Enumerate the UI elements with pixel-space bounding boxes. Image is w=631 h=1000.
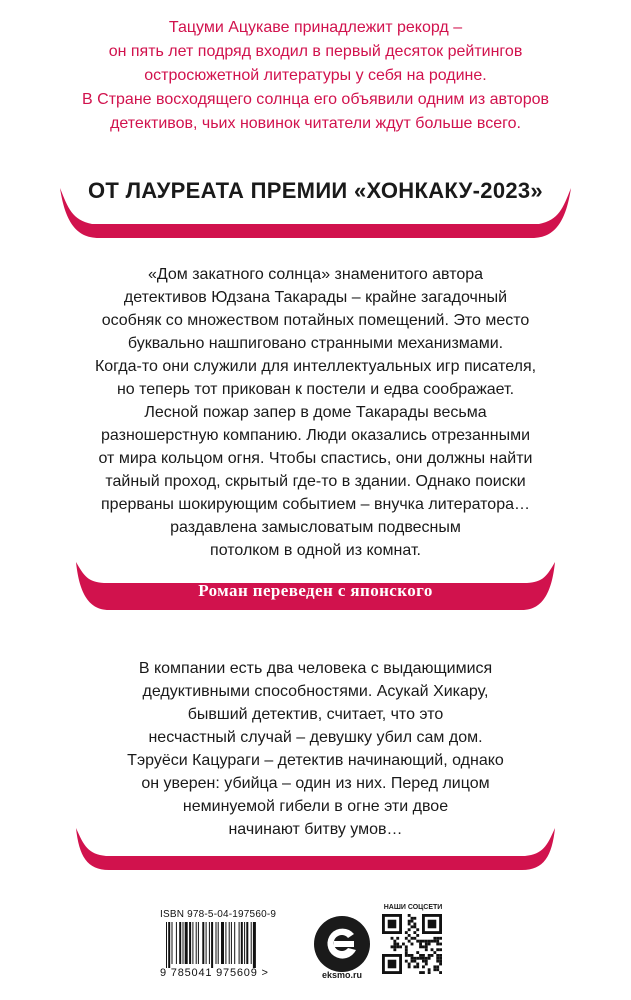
barcode [160, 922, 300, 968]
synopsis-line: детективов Юдзана Такарады – крайне загадочный [123, 289, 508, 306]
barcode-bar [209, 922, 210, 964]
qr-module [428, 957, 431, 960]
barcode-bar [253, 922, 256, 968]
qr-module [388, 960, 397, 969]
qr-module [439, 943, 442, 946]
qr-module [408, 963, 411, 966]
award-frame [0, 186, 631, 246]
barcode-bar [229, 922, 230, 964]
publisher-url[interactable]: eksmo.ru [321, 970, 363, 980]
synopsis-line: раздавлена замысловатым подвесным [170, 519, 461, 536]
qr-module [413, 917, 416, 920]
synopsis-line: прерваны шокирующим событием – внучка литератора… [101, 496, 530, 513]
qr-module [413, 965, 416, 968]
synopsis-line: особняк со множеством потайных помещений. Это место [101, 312, 530, 329]
barcode-bar [179, 922, 181, 964]
qr-module [405, 960, 408, 963]
qr-module [411, 957, 414, 960]
qr-module [416, 928, 419, 931]
qr-module [436, 968, 439, 971]
qr-module [405, 937, 408, 940]
qr-module [419, 945, 422, 948]
intro-line: остросюжетной литературы у себя на родине. [144, 67, 487, 84]
qr-module [431, 948, 434, 951]
qr-module [416, 940, 419, 943]
qr-module [416, 951, 419, 954]
qr-module [433, 965, 436, 968]
qr-module [408, 940, 411, 943]
social-label: НАШИ СОЦСЕТИ [383, 904, 443, 911]
qr-module [436, 943, 439, 946]
synopsis-line: разношерстную компанию. Люди оказались отрезанными [100, 427, 531, 444]
qr-module [413, 960, 416, 963]
qr-module [439, 937, 442, 940]
qr-module [436, 948, 439, 951]
qr-module [402, 943, 405, 946]
qr-module [416, 957, 419, 960]
qr-module [411, 954, 414, 957]
barcode-bar [225, 922, 226, 964]
qr-module [408, 923, 411, 926]
qr-module [422, 965, 425, 968]
teaser-line: он уверен: убийца – один из них. Перед лицом [141, 775, 490, 792]
qr-module [425, 957, 428, 960]
qr-module [411, 917, 414, 920]
eksmo-logo-icon [310, 912, 374, 976]
barcode-bar [239, 922, 240, 964]
qr-code-icon[interactable] [382, 914, 442, 974]
qr-module [393, 948, 396, 951]
qr-module [431, 954, 434, 957]
barcode-bar [185, 922, 188, 964]
barcode-bar [218, 922, 219, 964]
qr-module [431, 940, 434, 943]
barcode-bar [176, 922, 177, 964]
barcode-bar [221, 922, 224, 964]
barcode-bar [231, 922, 232, 964]
synopsis-line: потолком в одной из комнат. [210, 542, 421, 559]
qr-module [416, 963, 419, 966]
qr-module [413, 925, 416, 928]
barcode-bar [251, 922, 252, 964]
barcode-bar [168, 922, 170, 968]
qr-module [388, 920, 397, 929]
qr-module [408, 934, 411, 937]
barcode-bar [246, 922, 248, 964]
qr-module [422, 954, 425, 957]
barcode-bar [202, 922, 204, 964]
qr-module [419, 943, 422, 946]
qr-module [405, 931, 408, 934]
qr-module [425, 948, 428, 951]
synopsis-line: от мира кольцом огня. Чтобы спастись, они должны найти [98, 450, 533, 467]
qr-module [433, 940, 436, 943]
qr-module [439, 963, 442, 966]
qr-module [405, 945, 408, 948]
barcode-bar [244, 922, 245, 964]
qr-module [422, 957, 425, 960]
synopsis-line: буквально нашпиговано странными механизмами. [127, 335, 504, 352]
synopsis-line: «Дом закатного солнца» знаменитого автора [147, 266, 484, 283]
qr-module [436, 937, 439, 940]
teaser-line: несчастный случай – девушку убил сам дом. [148, 729, 483, 746]
qr-module [393, 940, 396, 943]
qr-module [425, 960, 428, 963]
qr-module [413, 957, 416, 960]
qr-module [396, 943, 399, 946]
qr-module [436, 965, 439, 968]
synopsis-line: тайный проход, скрытый где-то в здании. Однако поиски [105, 473, 526, 490]
synopsis-line: Когда-то они служили для интеллектуальных игр писателя, [94, 358, 537, 375]
teaser-line: Тэруёси Кацураги – детектив начинающий, однако [127, 752, 504, 769]
qr-module [411, 937, 414, 940]
barcode-bar [216, 922, 217, 964]
award-heading: ОТ ЛАУРЕАТА ПРЕМИИ «ХОНКАКУ-2023» [88, 178, 543, 203]
barcode-bar [189, 922, 191, 964]
qr-module [408, 965, 411, 968]
synopsis [0, 263, 631, 562]
qr-module [439, 960, 442, 963]
barcode-bar [206, 922, 207, 964]
barcode-bar [211, 922, 213, 968]
qr-module [425, 943, 428, 946]
barcode-bar [183, 922, 184, 964]
qr-module [419, 940, 422, 943]
qr-module [408, 914, 411, 917]
qr-module [436, 954, 439, 957]
qr-module [436, 957, 439, 960]
qr-module [439, 971, 442, 974]
teaser-line: неминуемой гибели в огне эти двое [182, 798, 449, 815]
intro-line: В Стране восходящего солнца его объявили одним из авторов [82, 91, 549, 108]
qr-module [416, 934, 419, 937]
qr-module [425, 945, 428, 948]
qr-module [428, 943, 431, 946]
qr-module [413, 923, 416, 926]
qr-module [405, 954, 408, 957]
qr-module [428, 954, 431, 957]
barcode-bar [198, 922, 199, 964]
qr-module [425, 963, 428, 966]
barcode-digits: 9 785041 975609 > [160, 967, 269, 979]
qr-module [413, 937, 416, 940]
qr-module [405, 948, 408, 951]
qr-module [393, 945, 396, 948]
qr-module [419, 971, 422, 974]
intro-line: он пять лет подряд входил в первый десяток рейтингов [108, 43, 523, 60]
author-intro [0, 0, 631, 136]
qr-module [425, 940, 428, 943]
isbn-label: ISBN 978-5-04-197560-9 [160, 909, 277, 920]
qr-module [391, 945, 394, 948]
qr-module [411, 960, 414, 963]
qr-module [396, 945, 399, 948]
qr-module [422, 940, 425, 943]
barcode-bar [166, 922, 167, 968]
qr-module [411, 925, 414, 928]
qr-module [436, 940, 439, 943]
qr-module [428, 920, 437, 929]
qr-module [439, 948, 442, 951]
qr-module [433, 951, 436, 954]
qr-module [408, 920, 411, 923]
qr-module [428, 971, 431, 974]
qr-module [391, 937, 394, 940]
barcode-bar [234, 922, 235, 964]
qr-module [411, 920, 414, 923]
qr-module [439, 957, 442, 960]
teaser-line: В компании есть два человека с выдающимися [138, 660, 493, 677]
qr-module [436, 960, 439, 963]
intro-line: детективов, чьих новинок читатели ждут больше всего. [110, 115, 521, 132]
teaser [0, 657, 631, 841]
qr-module [419, 954, 422, 957]
qr-module [413, 931, 416, 934]
qr-module [399, 945, 402, 948]
qr-module [433, 968, 436, 971]
intro-line: Тацуми Ацукаве принадлежит рекорд – [168, 19, 463, 36]
qr-module [416, 965, 419, 968]
qr-module [433, 937, 436, 940]
qr-module [428, 940, 431, 943]
qr-module [422, 945, 425, 948]
qr-module [393, 943, 396, 946]
synopsis-line: но теперь тот прикован к постели и едва соображает. [116, 381, 515, 398]
qr-module [439, 954, 442, 957]
barcode-bar [172, 922, 173, 964]
qr-module [422, 960, 425, 963]
teaser-frame [0, 826, 631, 876]
barcode-bar [192, 922, 193, 964]
qr-module [422, 971, 425, 974]
qr-module [419, 957, 422, 960]
qr-module [405, 951, 408, 954]
qr-module [408, 954, 411, 957]
synopsis-line: Лесной пожар запер в доме Такарады весьма [144, 404, 487, 421]
qr-module [411, 943, 414, 946]
barcode-bar [241, 922, 243, 964]
teaser-line: бывший детектив, считает, что это [187, 706, 444, 723]
translation-banner: Роман переведен с японского [198, 581, 433, 600]
qr-module [396, 937, 399, 940]
teaser-line: дедуктивными способностями. Асукай Хикару, [142, 683, 489, 700]
qr-module [428, 968, 431, 971]
qr-module [408, 928, 411, 931]
teaser-line: начинают битву умов… [228, 821, 403, 838]
barcode-bar [196, 922, 197, 964]
